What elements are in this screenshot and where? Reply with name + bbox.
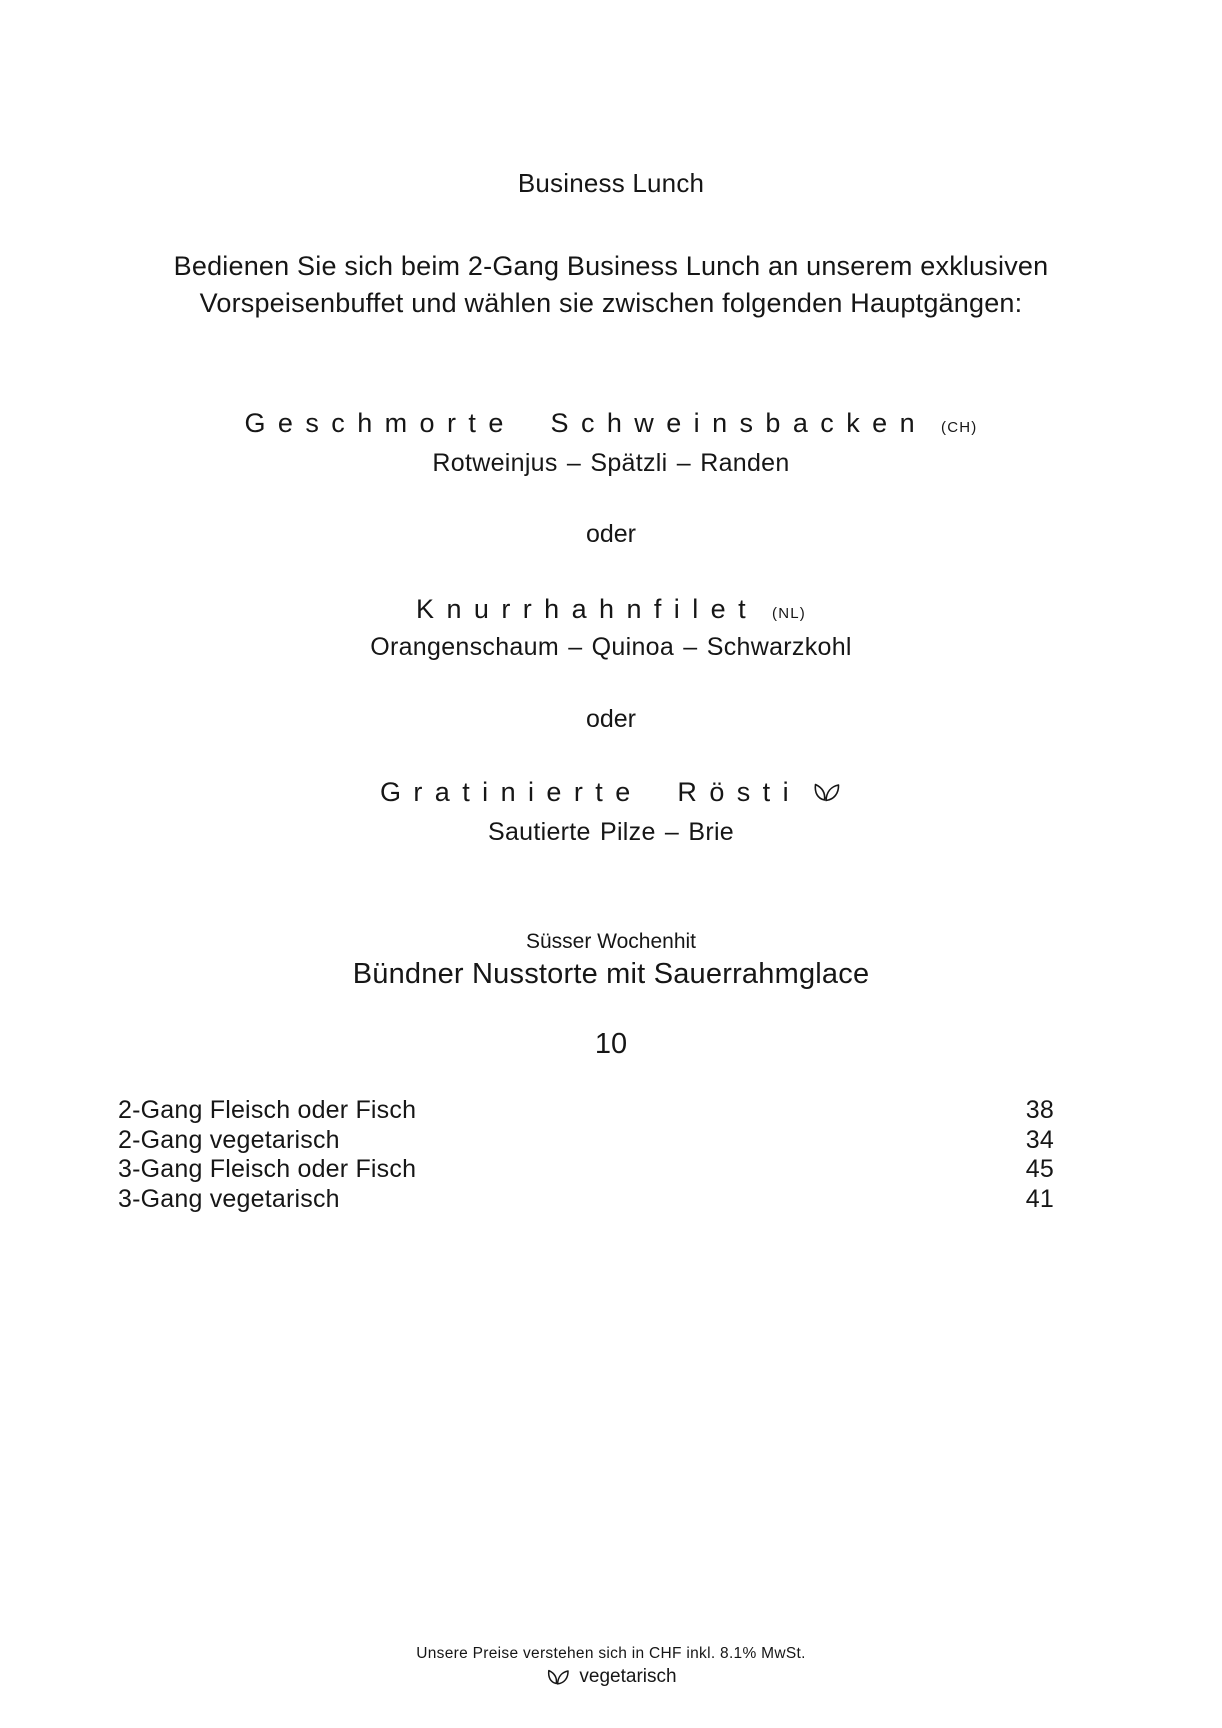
- intro-line-1: Bedienen Sie sich beim 2-Gang Business Lunch an unserem exklusiven: [173, 251, 1049, 281]
- price-row: [118, 1155, 1054, 1185]
- price-row-label: 3-Gang vegetarisch: [118, 1184, 340, 1213]
- course-1-heading: [0, 408, 1222, 439]
- price-row-label: 2-Gang vegetarisch: [118, 1125, 340, 1154]
- price-disclaimer: Unsere Preise verstehen sich in CHF inkl. 8.1% MwSt.: [416, 1645, 806, 1662]
- course-1-origin: (CH): [941, 419, 978, 436]
- price-row: [118, 1185, 1054, 1215]
- price-row-label: 3-Gang Fleisch oder Fisch: [118, 1155, 417, 1183]
- intro-paragraph: [0, 248, 1222, 322]
- price-row: [118, 1126, 1054, 1156]
- price-row-value: 34: [1025, 1125, 1054, 1154]
- vegetarian-legend: [0, 1666, 1222, 1692]
- course-2-sides: Orangenschaum – Quinoa – Schwarzkohl: [370, 633, 852, 661]
- price-row-value: 38: [1025, 1096, 1054, 1124]
- page-title: Business Lunch: [517, 168, 705, 198]
- dessert-name: Bündner Nusstorte mit Sauerrahmglace: [352, 958, 870, 990]
- course-3-sides: Sautierte Pilze – Brie: [487, 818, 735, 846]
- price-row-label: 2-Gang Fleisch oder Fisch: [118, 1096, 417, 1124]
- separator-oder-2: oder: [585, 705, 637, 733]
- vegetarian-leaf-icon: [811, 779, 842, 810]
- dessert-price: 10: [594, 1028, 628, 1060]
- course-3-heading: [0, 777, 1222, 810]
- course-1-sides: Rotweinjus – Spätzli – Randen: [432, 449, 790, 477]
- price-row-value: 45: [1025, 1155, 1054, 1183]
- vegetarian-legend-label: vegetarisch: [579, 1666, 677, 1687]
- price-row: [118, 1096, 1054, 1126]
- course-1-name: Geschmorte Schweinsbacken: [244, 408, 928, 438]
- course-2-origin: (NL): [772, 605, 806, 622]
- course-3-name: Gratinierte Rösti: [379, 777, 802, 807]
- course-2-heading: [0, 594, 1222, 625]
- vegetarian-leaf-icon: [545, 1666, 571, 1692]
- intro-line-2: Vorspeisenbuffet und wählen sie zwischen folgenden Hauptgängen:: [199, 288, 1023, 318]
- course-2-name: Knurrhahnfilet: [416, 594, 758, 624]
- dessert-label: Süsser Wochenhit: [525, 930, 697, 953]
- price-row-value: 41: [1025, 1184, 1054, 1213]
- price-list: [118, 1096, 1054, 1214]
- separator-oder-1: oder: [585, 520, 637, 548]
